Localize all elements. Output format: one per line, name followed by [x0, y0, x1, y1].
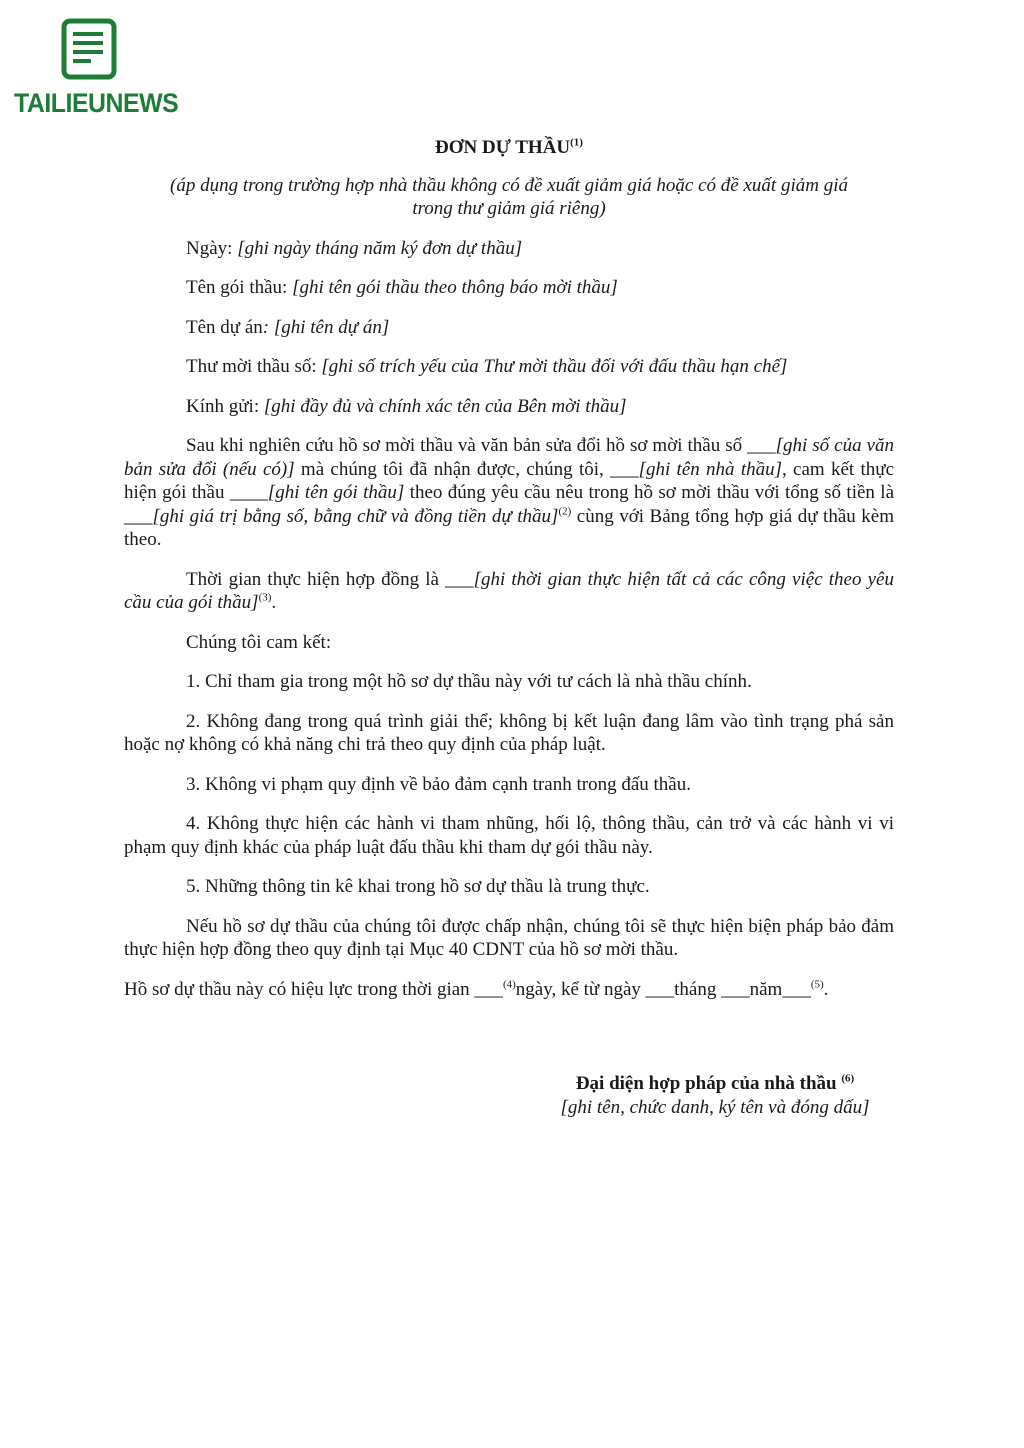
commitment-heading: Chúng tôi cam kết:	[186, 631, 332, 653]
signature-role: Đại diện hợp pháp của nhà thầu $^{(6)}$	[575, 1072, 855, 1094]
logo	[14, 16, 179, 126]
document-title: ĐƠN DỰ THẦU$^{(1)}$	[435, 136, 583, 158]
signature-block	[530, 1072, 900, 1120]
paragraph-commitment-price: Sau khi nghiên cứu hồ sơ mời thầu và văn bản sửa đổi hồ sơ mời thầu số ___[ghi số của văn bản sửa đổi (nếu có)] mà chúng tôi đã nhận được, chúng tôi, ___[ghi tên nhà thầu], cam kết thực hiện gói thầu ____[ghi tên gói thầu] theo đúng yêu cầu nêu trong hồ sơ mời thầu với tổng số tiền là ___[ghi giá trị bằng số, bằng chữ và đồng tiền dự thầu]$^{(2)}$ cùng với Bảng tổng hợp giá dự thầu kèm theo.	[124, 435, 895, 550]
field-date: Ngày: [ghi ngày tháng năm ký đơn dự thầu]	[186, 237, 523, 259]
signature-note: [ghi tên, chức danh, ký tên và đóng dấu]	[560, 1097, 870, 1118]
document-body	[124, 136, 894, 1017]
commitment-item: 5. Những thông tin kê khai trong hồ sơ dự thầu là trung thực.	[186, 876, 650, 897]
logo-text: TAILIEUNEWS	[14, 88, 179, 118]
field-package-name: Tên gói thầu: [ghi tên gói thầu theo thông báo mời thầu]	[186, 277, 618, 298]
document-icon	[58, 18, 120, 80]
paragraph-contract-duration: Thời gian thực hiện hợp đồng là ___[ghi thời gian thực hiện tất cả các công việc theo yêu cầu của gói thầu]$^{(3)}$.	[124, 568, 894, 613]
field-project-name: Tên dự án: [ghi tên dự án]	[186, 316, 390, 338]
field-invitation-number: Thư mời thầu số: [ghi số trích yếu của Thư mời thầu đối với đấu thầu hạn chế]	[186, 356, 788, 377]
commitment-item: 2. Không đang trong quá trình giải thể; không bị kết luận đang lâm vào tình trạng phá sản hoặc nợ không có khả năng chi trả theo quy định của pháp luật.	[124, 710, 894, 755]
commitment-item: 4. Không thực hiện các hành vi tham nhũng, hối lộ, thông thầu, cản trở và các hành vi vi phạm quy định khác của pháp luật đấu thầu khi tham dự gói thầu này.	[124, 813, 894, 858]
field-recipient: Kính gửi: [ghi đầy đủ và chính xác tên của Bên mời thầu]	[186, 395, 627, 417]
document-subtitle: (áp dụng trong trường hợp nhà thầu không có đề xuất giảm giá hoặc có đề xuất giảm giá trong thư giảm giá riêng)	[170, 174, 848, 219]
paragraph-performance-guarantee: Nếu hồ sơ dự thầu của chúng tôi được chấp nhận, chúng tôi sẽ thực hiện biện pháp bảo đảm thực hiện hợp đồng theo quy định tại Mục 40 CDNT của hồ sơ mời thầu.	[124, 915, 894, 960]
paragraph-validity: Hồ sơ dự thầu này có hiệu lực trong thời gian ___$^{(4)}$ngày, kể từ ngày ___tháng ___năm___$^{(5)}$.	[124, 978, 829, 1000]
commitment-item: 3. Không vi phạm quy định về bảo đảm cạnh tranh trong đấu thầu.	[186, 773, 691, 795]
commitment-item: 1. Chỉ tham gia trong một hồ sơ dự thầu này với tư cách là nhà thầu chính.	[186, 671, 752, 692]
footnote-ref: (1)	[570, 136, 583, 149]
